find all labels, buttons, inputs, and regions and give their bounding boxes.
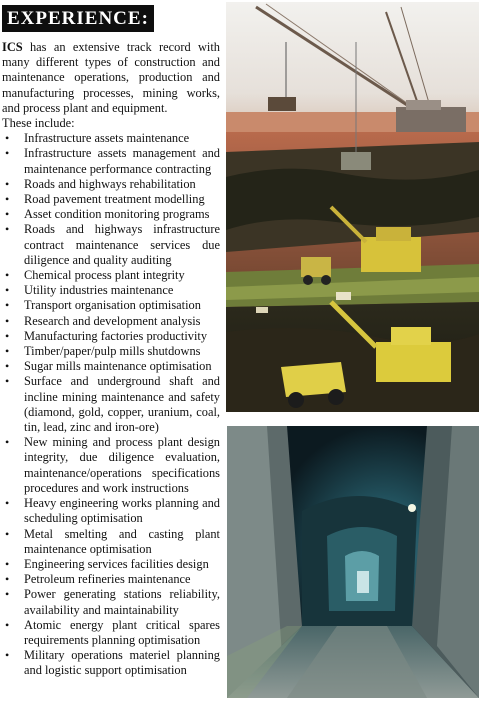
bullet-icon: •: [5, 359, 10, 374]
list-item: [2, 648, 220, 678]
bullet-icon: •: [5, 435, 10, 450]
bullet-icon: •: [5, 176, 10, 191]
list-item-text: Transport organisation optimisation: [24, 298, 201, 313]
list-item: [2, 329, 220, 344]
bullet-icon: •: [5, 617, 10, 632]
list-item: [2, 344, 220, 359]
list-item: [2, 527, 220, 557]
bullet-icon: •: [5, 344, 10, 359]
list-item-text: Utility industries maintenance: [24, 283, 174, 298]
bullet-icon: •: [5, 313, 10, 328]
list-item-text: Timber/paper/pulp mills shutdowns: [24, 344, 201, 359]
bullet-icon: •: [5, 587, 10, 602]
list-item: [2, 435, 220, 496]
list-item: [2, 222, 220, 268]
list-item-text: Surface and underground shaft and incline mining maintenance and safety (diamond, gold, copper, uranium, coal, tin, lead, zinc and iron-ore): [24, 374, 220, 435]
bullet-icon: •: [5, 283, 10, 298]
bullet-icon: •: [5, 146, 10, 161]
list-item: [2, 359, 220, 374]
bullet-icon: •: [5, 131, 10, 146]
list-item: [2, 572, 220, 587]
list-item-text: Military operations materiel planning and logistic support optimisation: [24, 648, 220, 678]
body-text: [2, 40, 220, 679]
list-item-text: Infrastructure assets management and maintenance performance contracting: [24, 146, 220, 176]
list-item: [2, 268, 220, 283]
list-item-text: Research and development analysis: [24, 313, 201, 328]
bullet-icon: •: [5, 374, 10, 389]
bullet-icon: •: [5, 328, 10, 343]
list-item-text: Metal smelting and casting plant maintenance optimisation: [24, 526, 220, 556]
list-item: [2, 557, 220, 572]
list-item-text: Roads and highways rehabilitation: [24, 176, 196, 191]
list-item-text: Asset condition monitoring programs: [24, 207, 210, 222]
list-item-text: Infrastructure assets maintenance: [24, 131, 190, 146]
list-item-text: Road pavement treatment modelling: [24, 192, 205, 207]
list-item: [2, 618, 220, 648]
bullet-icon: •: [5, 496, 10, 511]
list-item-text: New mining and process plant design integrity, due diligence evaluation, maintenance/operations specifications procedures and work instructions: [24, 435, 220, 495]
bullet-icon: •: [5, 556, 10, 571]
list-item: [2, 374, 220, 435]
list-item: [2, 207, 220, 222]
list-item: [2, 131, 220, 146]
list-item: [2, 298, 220, 313]
bullet-icon: •: [5, 526, 10, 541]
list-item: [2, 283, 220, 298]
underground-tunnel-photo: [227, 426, 479, 698]
bullet-icon: •: [5, 298, 10, 313]
list-item: [2, 192, 220, 207]
page-title: EXPERIENCE:: [2, 5, 154, 32]
bullet-icon: •: [5, 207, 10, 222]
these-include-label: These include:: [2, 116, 75, 131]
intro-text: has an extensive track record with many different types of construction and maintenance operations, production and manufacturing processes, mining works, and process plant and equipment.: [2, 40, 220, 115]
list-item: [2, 587, 220, 617]
bullet-icon: •: [5, 222, 10, 237]
list-item-text: Chemical process plant integrity: [24, 268, 185, 283]
company-name: ICS: [2, 40, 23, 54]
list-item-text: Sugar mills maintenance optimisation: [24, 359, 212, 374]
list-item-text: Atomic energy plant critical spares requirements planning optimisation: [24, 617, 220, 647]
list-item: [2, 314, 220, 329]
bullet-icon: •: [5, 648, 10, 663]
list-item: [2, 496, 220, 526]
list-item-text: Heavy engineering works planning and scheduling optimisation: [24, 496, 220, 526]
bullet-icon: •: [5, 268, 10, 283]
list-item: [2, 177, 220, 192]
bullet-icon: •: [5, 572, 10, 587]
bullet-icon: •: [5, 192, 10, 207]
open-pit-mine-photo: [226, 2, 479, 412]
experience-list: [2, 131, 220, 678]
list-item: [2, 146, 220, 176]
list-item-text: Petroleum refineries maintenance: [24, 572, 191, 587]
list-item-text: Engineering services facilities design: [24, 556, 209, 571]
list-item-text: Power generating stations reliability, availability and maintainability: [24, 587, 220, 617]
intro-paragraph: [2, 40, 220, 116]
list-item-text: Manufacturing factories productivity: [24, 328, 208, 343]
list-item-text: Roads and highways infrastructure contract maintenance services due diligence and quality auditing: [24, 222, 220, 267]
